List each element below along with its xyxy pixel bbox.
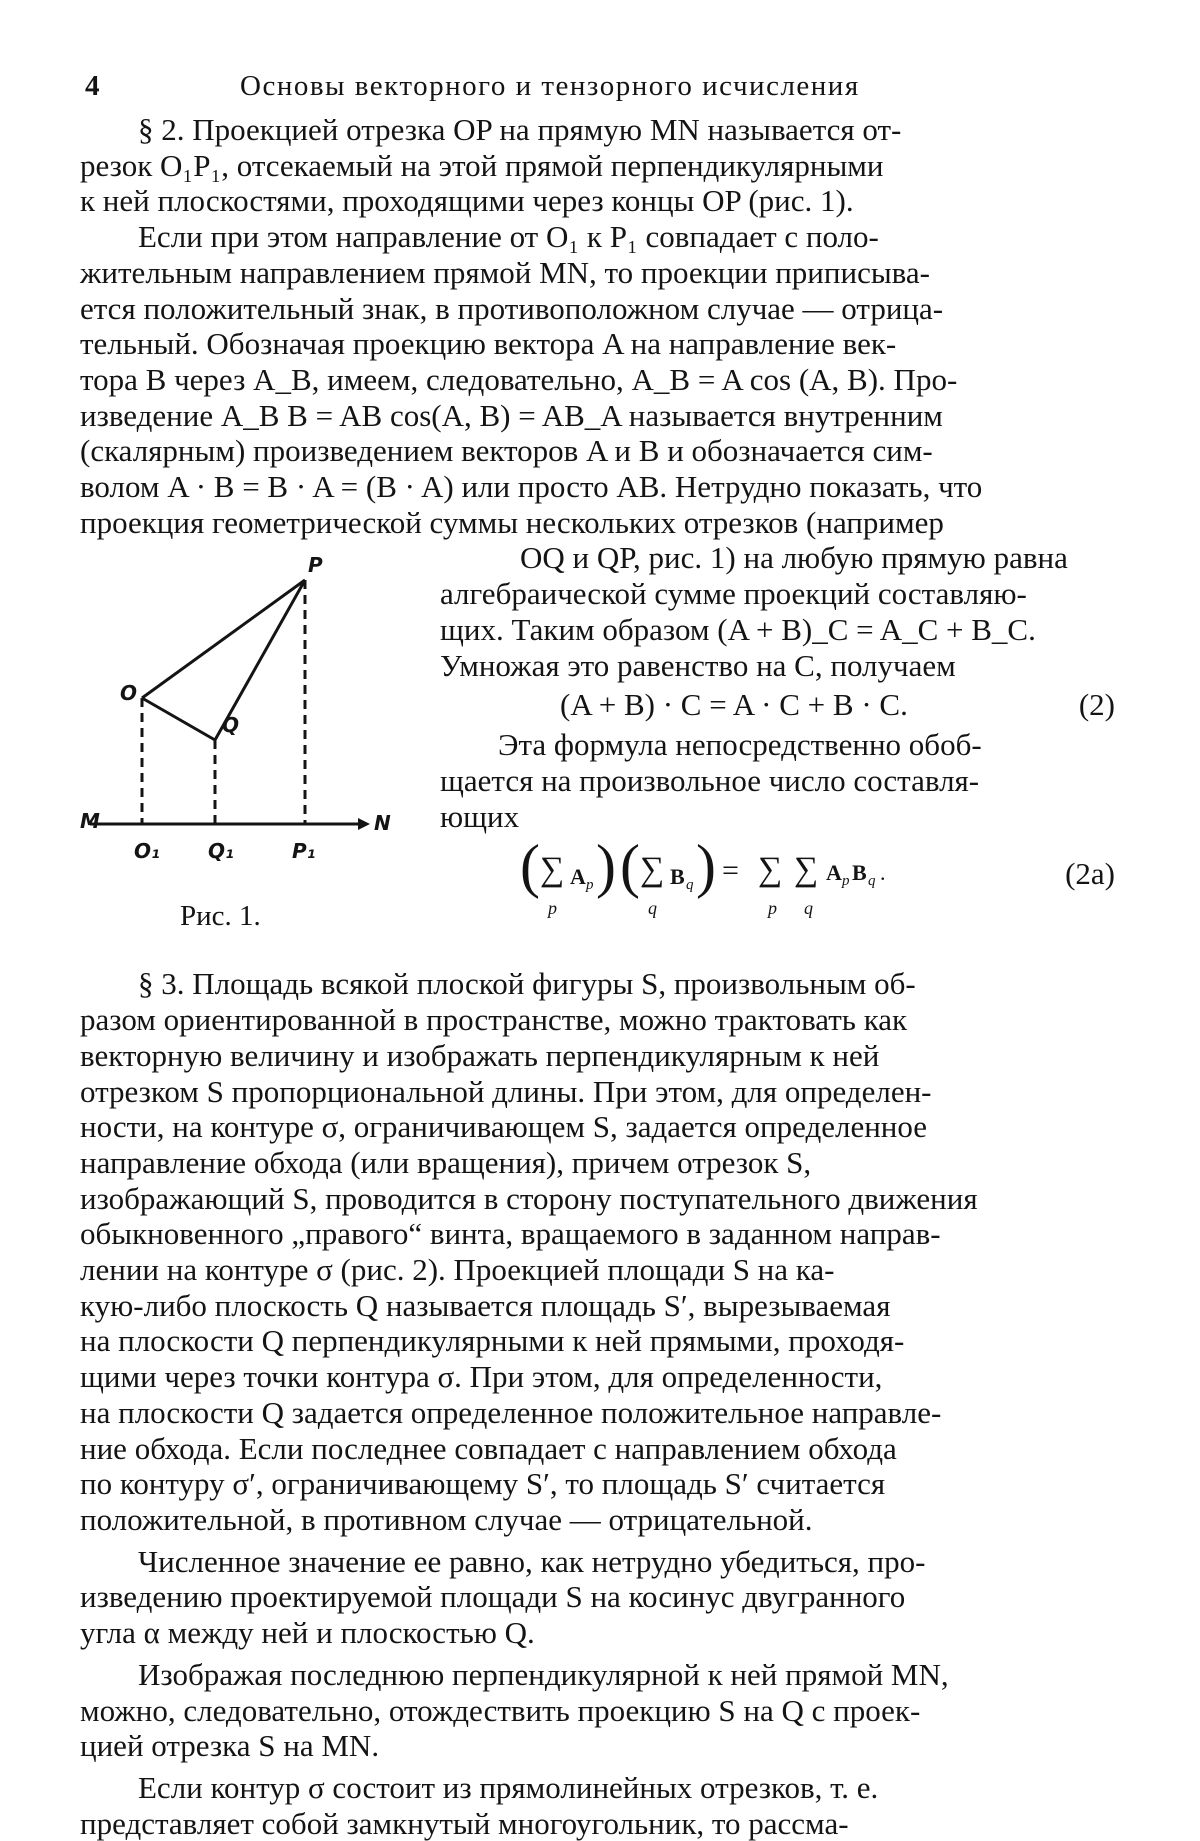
text-line: векторную величину и изображать перпендикулярным к ней	[80, 1037, 880, 1073]
svg-text:p: p	[768, 898, 777, 919]
text-line: изображающий S, проводится в сторону поступательного движения	[80, 1180, 978, 1216]
label-o: O	[120, 681, 138, 706]
text-line: Эта формула непосредственно обоб-	[498, 727, 982, 763]
svg-text:p: p	[548, 898, 557, 919]
text-line: тельный. Обозначая проекцию вектора A на направление век-	[80, 326, 897, 362]
svg-text:q: q	[868, 873, 876, 890]
equation-2a-number: (2a)	[1065, 856, 1115, 892]
text-line: § 2. Проекцией отрезка OP на прямую MN называется от-	[138, 112, 902, 147]
text-line: обыкновенного „правого“ винта, вращаемого в заданном направ-	[80, 1216, 941, 1252]
segment-op	[142, 580, 305, 698]
svg-text:∑: ∑	[540, 851, 565, 889]
equation-2-number: (2)	[1078, 687, 1115, 723]
text-line: щих. Таким образом (A + B)_C = A_C + B_C.	[440, 611, 1036, 647]
equation-2a	[440, 834, 1120, 924]
text-line: (скалярным) произведением векторов A и B и обозначается сим-	[80, 433, 933, 469]
text-line: ние обхода. Если последнее совпадает с направлением обхода	[80, 1430, 897, 1466]
text-line: ющих	[440, 798, 520, 834]
equation-2a-formula	[520, 834, 1040, 924]
svg-text:): )	[596, 834, 616, 900]
label-m: M	[80, 809, 100, 834]
text-line: на плоскости Q перпендикулярными к ней прямыми, проходя-	[80, 1323, 905, 1359]
book-page	[80, 62, 1120, 1841]
text-line: щими через точки контура σ. При этом, для определенности,	[80, 1359, 883, 1395]
text-line: проекция геометрической суммы нескольких отрезков (например	[80, 504, 944, 540]
text-line: § 3. Площадь всякой плоской фигуры S, произвольным об-	[138, 966, 916, 1002]
label-n: N	[374, 811, 391, 836]
text-line: на плоскости Q задается определенное положительное направле-	[80, 1394, 942, 1430]
svg-text:q: q	[648, 898, 657, 919]
text-line: Изображая последнюю перпендикулярной к ней прямой MN,	[138, 1656, 949, 1692]
label-q1: Q₁	[208, 839, 234, 864]
text-line: алгебраической сумме проекций составляю-	[440, 576, 1027, 612]
equation-2	[440, 683, 1120, 727]
text-line: можно, следовательно, отождествить проекцию S на Q с проек-	[80, 1692, 921, 1728]
text-line: тора B через A_B, имеем, следовательно, A_B = A cos (A, B). Про-	[80, 361, 958, 397]
text-line: жительным направлением прямой MN, то проекции приписыва-	[80, 254, 930, 290]
text-line: резок O₁P₁, отсекаемый на этой прямой перпендикулярными	[80, 147, 884, 183]
text-line: представляет собой замкнутый многоугольник, то рассма-	[80, 1805, 849, 1841]
svg-text:∑: ∑	[758, 851, 783, 889]
svg-text:.: .	[880, 860, 886, 886]
svg-text:q: q	[686, 877, 694, 894]
figure-caption: Рис. 1.	[180, 900, 261, 933]
running-title: Основы векторного и тензорного исчисления	[240, 70, 860, 102]
svg-text:A: A	[570, 864, 586, 890]
text-line: OQ и QP, рис. 1) на любую прямую равна	[520, 540, 1068, 576]
text-line: ется положительный знак, в противоположном случае — отрица-	[80, 290, 944, 326]
polygon-contour-paragraph	[80, 1770, 1120, 1841]
section-2-paragraph	[80, 112, 1120, 219]
section-3-paragraph	[80, 966, 1120, 1537]
text-line: положительной, в противном случае — отрицательной.	[80, 1501, 813, 1537]
svg-text:): )	[696, 834, 716, 900]
arrow-n	[358, 818, 370, 830]
svg-text:(: (	[620, 834, 640, 900]
text-line: отрезком S пропорциональной длины. При этом, для определен-	[80, 1073, 932, 1109]
text-line: изведению проектируемой площади S на косинус двугранного	[80, 1579, 906, 1615]
text-line: щается на произвольное число составля-	[440, 762, 980, 798]
svg-text:B: B	[852, 860, 867, 886]
page-number: 4	[85, 70, 101, 102]
label-p1: P₁	[292, 839, 316, 864]
label-q: Q	[222, 713, 240, 738]
svg-text:B: B	[670, 864, 685, 890]
label-o1: O₁	[134, 839, 160, 864]
text-line: Если при этом направление от O₁ к P₁ совпадает с поло-	[138, 219, 879, 255]
svg-text:∑: ∑	[794, 851, 819, 889]
text-line: направление обхода (или вращения), причем отрезок S,	[80, 1144, 812, 1180]
svg-text:A: A	[826, 860, 842, 886]
cosine-paragraph	[80, 1544, 1120, 1651]
text-line: лении на контуре σ (рис. 2). Проекцией площади S на ка-	[80, 1252, 835, 1288]
figure-1-diagram	[80, 540, 410, 940]
svg-text:=: =	[722, 854, 739, 888]
equation-2-formula: (A + B) · C = A · C + B · C.	[560, 687, 908, 723]
text-line: изведение A_B B = AB cos(A, B) = AB_A называется внутренним	[80, 397, 943, 433]
svg-text:∑: ∑	[640, 851, 665, 889]
right-column-text	[440, 540, 1120, 924]
text-line: кую-либо плоскость Q называется площадь S′, вырезываемая	[80, 1287, 891, 1323]
figure-block	[80, 540, 1120, 960]
text-line: ности, на контуре σ, ограничивающем S, задается определенное	[80, 1109, 928, 1145]
svg-text:p: p	[586, 877, 594, 894]
text-line: Численное значение ее равно, как нетрудно убедиться, про-	[138, 1543, 926, 1579]
projection-sign-paragraph	[80, 219, 1120, 540]
label-p: P	[308, 553, 323, 578]
text-line: к ней плоскостями, проходящими через концы OP (рис. 1).	[80, 183, 854, 219]
text-line: цией отрезка S на MN.	[80, 1728, 380, 1764]
segment-oq	[142, 698, 215, 740]
text-line: волом A · B = B · A = (B · A) или просто AB. Нетрудно показать, что	[80, 469, 983, 505]
text-line: Умножая это равенство на C, получаем	[440, 647, 956, 683]
svg-text:(: (	[520, 834, 540, 900]
running-header	[80, 62, 1120, 112]
svg-text:q: q	[804, 898, 813, 919]
text-line: разом ориентированной в пространстве, можно трактовать как	[80, 1002, 908, 1038]
text-line: угла α между ней и плоскостью Q.	[80, 1615, 535, 1651]
text-line: по контуру σ′, ограничивающему S′, то площадь S′ считается	[80, 1466, 886, 1502]
text-line: Если контур σ состоит из прямолинейных отрезков, т. е.	[138, 1769, 879, 1805]
svg-text:p: p	[842, 873, 850, 890]
identify-projection-paragraph	[80, 1657, 1120, 1764]
